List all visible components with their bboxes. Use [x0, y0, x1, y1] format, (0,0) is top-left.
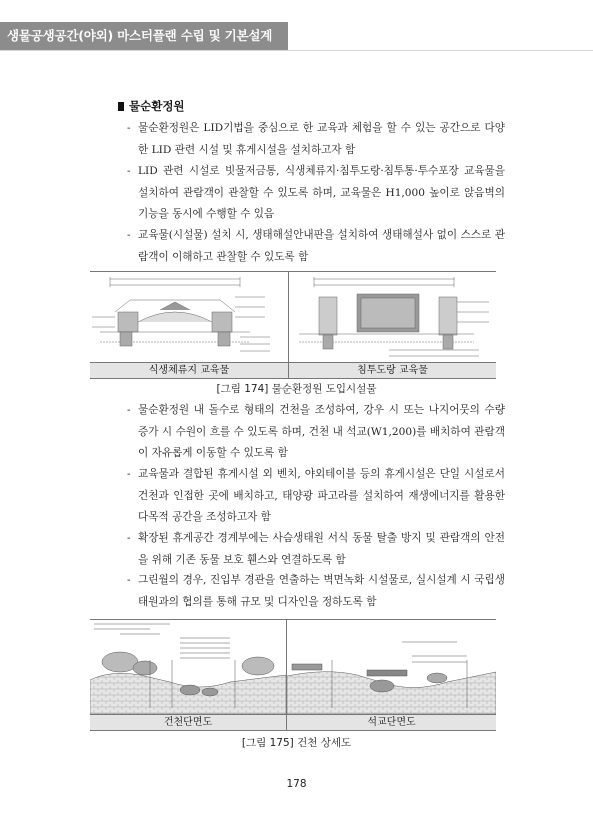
- dash-marker: -: [127, 404, 131, 416]
- page-number: 178: [286, 778, 307, 790]
- dash-marker: -: [127, 532, 131, 544]
- figure-label-row: [90, 714, 496, 730]
- figure-label-row: [90, 362, 496, 378]
- bullet-item: [127, 225, 505, 268]
- bullet-text: 교육물과 결합된 휴게시설 외 벤치, 야외테이블 등의 휴게시설은 단일 시설로서 건천과 인접한 곳에 배치하고, 태양광 파고라를 설치하여 재생에너지를 활용한 다목적 공간을 조성하고자 함: [138, 468, 505, 523]
- dash-marker: -: [127, 574, 131, 586]
- figure-lid-facilities: [90, 271, 496, 379]
- stone-bridge-section-drawing: [287, 620, 496, 714]
- section-title: [118, 98, 185, 114]
- bullet-item: [127, 528, 505, 571]
- square-bullet-icon: [118, 102, 124, 111]
- label-dry-stream-section: 건천단면도: [163, 717, 213, 728]
- label-bioretention: 식생체류지 교육물: [148, 365, 230, 376]
- bullet-item: [127, 118, 505, 161]
- bullet-text: 물순환정원 내 돌수로 형태의 건천을 조성하여, 강우 시 또는 나지어뭇의 수량 증가 시 수원이 흐를 수 있도록 하며, 건천 내 석교(W1,200)를 배치하여 관람객이 자유롭게 이동할 수 있도록 함: [138, 404, 505, 459]
- bullet-text: 확장된 휴게공간 경계부에는 사슴생태원 서식 동물 탈출 방지 및 관람객의 안전을 위해 기존 동물 보호 휀스와 연결하도록 함: [138, 532, 505, 566]
- bullet-item: [127, 570, 505, 613]
- running-header: 생물공생공간(야외) 마스터플랜 수립 및 기본설계: [0, 22, 288, 50]
- figure-caption: [그림 174] 물순환정원 도입시설물: [216, 383, 377, 395]
- bullet-text: 물순환정원은 LID기법을 중심으로 한 교육과 체험을 할 수 있는 공간으로 다양한 LID 관련 시설 및 휴게시설을 설치하고자 함: [138, 122, 505, 156]
- dash-marker: -: [127, 229, 131, 241]
- section-title-text: 물순환정원: [129, 99, 185, 113]
- bioretention-drawing: [90, 272, 288, 362]
- bullet-item: [127, 400, 505, 465]
- infiltration-trench-drawing: [289, 272, 496, 362]
- dash-marker: -: [127, 468, 131, 480]
- header-rule: [0, 50, 593, 51]
- bullet-text: 교육물(시설물) 설치 시, 생태해설안내판을 설치하여 생태해설사 없이 스스로 관람객이 이해하고 관찰할 수 있도록 함: [138, 229, 505, 263]
- label-stone-bridge-section: 석교단면도: [367, 717, 416, 728]
- bullet-text: 그린월의 경우, 진입부 경관을 연출하는 벽면녹화 시설물로, 실시설계 시 국립생태원과의 협의를 통해 규모 및 디자인을 정하도록 함: [138, 574, 505, 608]
- dash-marker: -: [127, 165, 131, 177]
- bullet-item: [127, 161, 505, 226]
- label-infiltration-trench: 침투도랑 교육물: [357, 365, 428, 376]
- figure-dry-stream-details: [90, 619, 496, 731]
- figure-caption: [그림 175] 건천 상세도: [241, 737, 352, 749]
- bullet-item: [127, 464, 505, 529]
- bullet-text: LID 관련 시설로 빗물저금통, 식생체류지·침투도랑·침투통·투수포장 교육물을 설치하여 관람객이 관찰할 수 있도록 하며, 교육물은 H1,000 높이로 앉음벽의 기능을 동시에 수행할 수 있음: [138, 165, 505, 220]
- dash-marker: -: [127, 122, 131, 134]
- dry-stream-section-drawing: [90, 620, 286, 714]
